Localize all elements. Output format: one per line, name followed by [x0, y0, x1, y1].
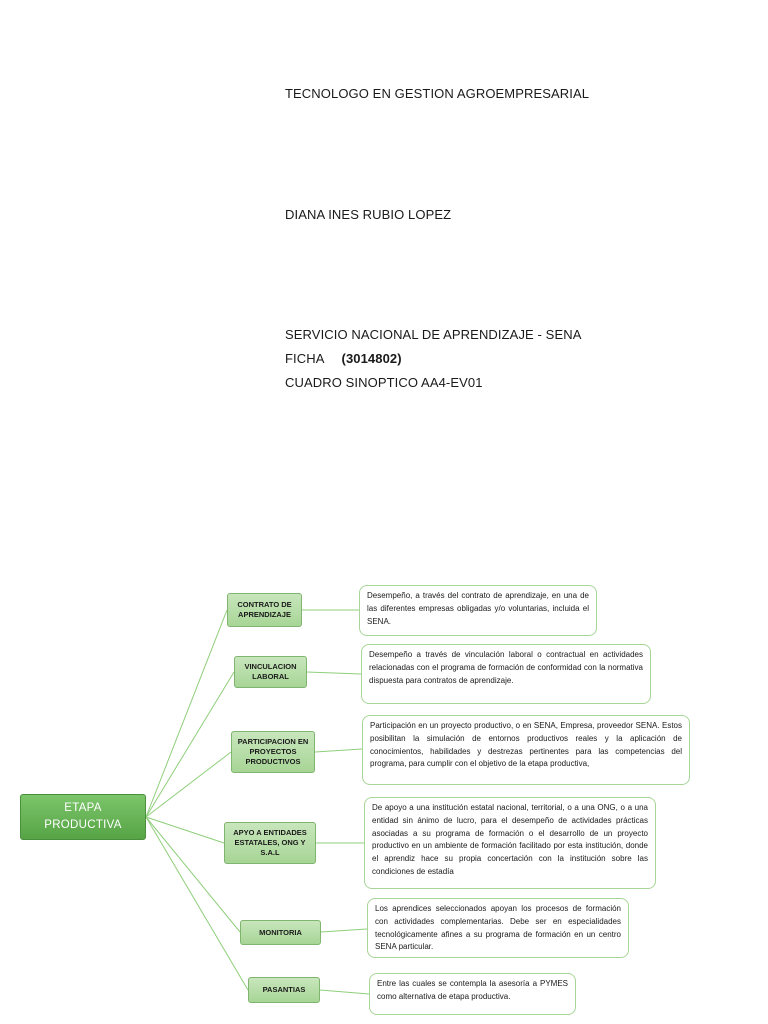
- branch-node-apoyo-entidades: APYO A ENTIDADES ESTATALES, ONG Y S.A.L: [224, 822, 316, 864]
- description-apoyo-entidades: De apoyo a una institución estatal nacional, territorial, o a una ONG, o a una entidad sin ánimo de lucro, para el desempeño de actividades prácticas asociadas a su programa de formación o el desarrollo de un proyecto productivo en un ambiente de formación facilitado por esta institución, donde el aprendiz hace su propia concertación con la institución sobre las condiciones de estadía: [364, 797, 656, 889]
- description-proyectos-productivos: Participación en un proyecto productivo, o en SENA, Empresa, proveedor SENA. Estos posibilitan la simulación de entornos productivos reales y la aplicación de conocimientos, habilidades y destrezas pertinentes para las competencias del programa, para cumplir con el objetivo de la etapa productiva,: [362, 715, 690, 785]
- institution-name: SERVICIO NACIONAL DE APRENDIZAJE - SENA: [285, 327, 582, 342]
- root-node-etapa-productiva: ETAPA PRODUCTIVA: [20, 794, 146, 840]
- author-name: DIANA INES RUBIO LOPEZ: [285, 207, 452, 222]
- connector-branch-6: [320, 990, 369, 994]
- description-pasantias: Entre las cuales se contempla la asesoría a PYMES como alternativa de etapa productiva.: [369, 973, 576, 1015]
- connector-root-4: [146, 817, 224, 843]
- branch-node-contrato-aprendizaje: CONTRATO DE APRENDIZAJE: [227, 593, 302, 627]
- branch-node-monitoria: MONITORIA: [240, 920, 321, 945]
- branch-node-vinculacion-laboral: VINCULACION LABORAL: [234, 656, 307, 688]
- branch-node-pasantias: PASANTIAS: [248, 977, 320, 1003]
- description-monitoria: Los aprendices seleccionados apoyan los procesos de formación con actividades complementarias. Debe ser en especialidades tecnológicamente afines a su programa de formación en un centro SENA particular.: [367, 898, 629, 958]
- ficha-value: (3014802): [341, 351, 402, 366]
- connector-branch-2: [307, 672, 361, 674]
- document-title: CUADRO SINOPTICO AA4-EV01: [285, 375, 483, 390]
- description-vinculacion-laboral: Desempeño a través de vinculación laboral o contractual en actividades relacionadas con el programa de formación de conformidad con la normativa dispuesta para contratos de aprendizaje.: [361, 644, 651, 704]
- ficha-label: FICHA: [285, 351, 324, 366]
- connector-root-2: [146, 672, 234, 817]
- connector-branch-5: [321, 929, 367, 932]
- connector-branch-3: [315, 749, 362, 752]
- description-contrato-aprendizaje: Desempeño, a través del contrato de aprendizaje, en una de las diferentes empresas obligadas y/o voluntarias, incluida el SENA.: [359, 585, 597, 636]
- branch-node-proyectos-productivos: PARTICIPACION EN PROYECTOS PRODUCTIVOS: [231, 731, 315, 773]
- program-title: TECNOLOGO EN GESTION AGROEMPRESARIAL: [285, 86, 590, 101]
